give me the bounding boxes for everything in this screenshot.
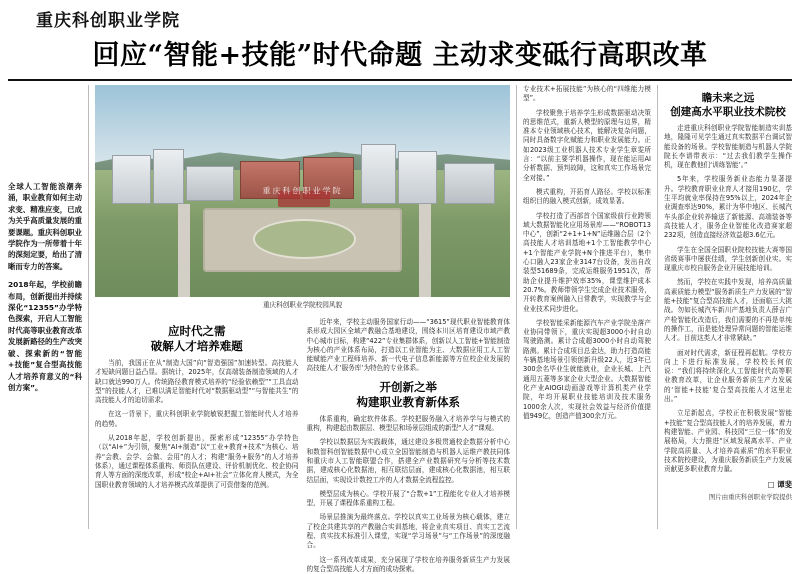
paragraph: 面对时代需求，新征程再起航。学校方向上下进行标准发展，学校校长何依说：“我们将持续深化人工智能时代高等职业教育改革，让企业服务新质生产力发展的‘智能+技能’复合型高技能人才这里走出。” [664, 348, 792, 404]
paragraph: 学生在全国全国职业院校技能大赛等国省级赛事中屡获佳绩，学生创新创业实。实现重庆市校自服务企业开展技能培训。 [664, 245, 792, 273]
masthead [8, 6, 792, 81]
column-divider [657, 85, 658, 529]
paragraph: 场景层推演为最终落点。学校以真实工业场景为核心载体，建立了校企共建共享的产教融合实训基地，将企业真实项目、真实工艺流程、真实技术标准引入课堂，实现“学习场景”与“工作场景”的深度融合。 [306, 513, 510, 550]
column-right-a [523, 85, 651, 529]
photo-building [361, 144, 396, 203]
lead-paragraph-1: 全球人工智能浪潮奔涌，职业教育如何主动求变、精准应变，已成为关乎高质量发展的重要课题。重庆科创职业学院作为一所带着十年的深刻定要，给出了清晰而专力的答案。 [8, 182, 82, 271]
photo-building [398, 151, 437, 204]
paragraph: 学校打造了西部首个国家级前行业跨领域大数据智能化应用场景库——“ROBOT13中心”，创新“2+1+1+N”运维融合层（2个高技能人才培训基地+1个工智能教学中心+1个智能产业学院+N个推进平台），集中心口融人23家企业3147台设备，发出自改装型51689条，完成运维服务1951次，帮助企业提升维护效率35%，课堂维护成本20.7%。教师带领学生完成企业技术服务，开转教育案例融入日常教学，实现教学与企业业技术同步进化。 [523, 211, 651, 313]
byline: □ 谭斐 [767, 480, 792, 490]
paragraph: 模型层成为核心。学校开展了“合数+1”工程能化专业人才培养模型，开展了课程体系重构工程。 [306, 489, 510, 508]
photo-building [444, 163, 496, 203]
subhead-future: 瞻未来之远 创建高水平职业技术院校 [670, 92, 786, 118]
column-divider [516, 85, 517, 529]
photo-building [112, 155, 151, 204]
campus-photo [95, 85, 510, 297]
paragraph: 5年来，学校服务新业态能力显著提升。学校教育职业业育人才接用190亿，学生平均就业率保持在95%以上，2024年企业调查率达90%，累计为华中地区、长城汽车头部企业转养输送了新能源、高端装备等高技能人才，服务企业智能化改造赛家超232项，创造直接经济效益超3.6亿元。 [664, 175, 792, 240]
photo-road [178, 204, 190, 297]
paragraph: 这一系列改革成果，充分展现了学校在培养服务新质生产力发展的复合型高技能人才方面的成功探索。 [306, 555, 510, 573]
paragraph: 模式重构，开拓育人路径。学校以标准组织目的融入模式创新，成效显著。 [523, 187, 651, 206]
paragraph: 走进重庆科创职业学院智能制造实训基地，隆隆可见学生通过真实数据平台调试智能设备的场景。学校智能制造与机器人学院院长李谱带表示：“过去我们教学生操作机，现在教他们‘训练智能’。” [664, 124, 792, 170]
column-divider [88, 85, 89, 529]
photo-caption: 重庆科创职业学院校园风貌 [262, 301, 343, 309]
campus-photo-wrap [95, 85, 510, 315]
paragraph: 学校聚焦于培养学生形成数据驱动决策的思维范式，重新人模型的原理与边界，精准本专业领域核心技术，能解决复杂问题，同时具备数字化赋能力和职业发展能力。正如2023级工业机器人技术专业学生章雯所言：“以前主要学机器操作，现在能运用AI分析数据、预判故障，这和真实工作场景完全对接。” [523, 108, 651, 182]
paragraph: 在这一背景下，重庆科创职业学院敏锐把握工智能时代人才培养的趋势。 [95, 410, 299, 428]
paragraph: 当前，我国正在从“制造大国”向“智造强国”加速转型。高技能人才短缺问题日益凸显。据统计，2025年，仅高端装备制造领域的人才缺口就达990万人。传统路径教育模式培养的“经验依赖型”“工具直动型”的技能人才，已难以满足智能时代对“数据驱动型”“与智能共生”的高技能人才的迫切需求。 [95, 359, 299, 405]
photo-track [253, 219, 357, 259]
school-name: 重庆科创职业学院 [36, 11, 180, 31]
main-text-columns [95, 318, 510, 573]
column-right-b [664, 85, 792, 529]
article-body [8, 85, 792, 573]
photo-building [186, 166, 234, 202]
photo-watermark: 重庆科创职业学院 [262, 186, 343, 196]
lead-paragraph-2: 2018年起，学校前瞻布局，创新提出并持续深化“12355”办学特色探索，开启人工智能时代高等职业教育改革发展新路径的生产改突破、探索新的“智能+技能”复合型高技能人才培养育意义的“科创方案”。 [8, 280, 82, 392]
column-left-summary [8, 85, 82, 529]
subhead-demand: 应时代之需 破解人才培养难题 [150, 324, 243, 353]
paragraph: 学校智能采新能源汽车产业学院坐落产业协同带领下，重庆实现超3000小时自动驾驶路测。累计合成超3000小时自动驾驶路测。累计合成项目总金达，助力打造高能车辆基地场景引领创新升级22人，近3年已300余名毕业生就能就业，企业长城、上汽通用五菱等多家企业大型企业。大数据智能化产业AIOGI动画游戏等计算机类产业学院，年均开展职业技能培训及技术服务1000余人次，实现社会效益与经济价值提值949亿，创造产值300余万元。 [523, 318, 651, 420]
photo-credit: 图片由重庆科创职业学院提供 [708, 493, 792, 502]
paragraph: 从2018年起，学校创新提出，探索形成“12355”办学特色（以“AI+”为引领，聚焦“AI+制造”以“工业+教育+技术”为核心、培养“会教、会学、会做、会用”的人才；构建“服务+服务”的人才培养体系），通过课程体系重构、师资队伍建设、评价机制优化、校企协同育人等方面的深度改革，形成“校企+AI+社会”立体化育人模式，为全国职业教育领域的人才培养模式改革提供了可资借鉴的范例。 [95, 434, 299, 489]
page-headline: 回应“智能+技能”时代命题 主动求变砥行高职改革 [92, 40, 708, 71]
photo-road [419, 204, 431, 297]
paragraph: 近年来，学校主动服务国家行动——“3615”现代职业智能教育体系形成大园区全域产教融合基地建设，围绕本川区培育建设市域产教中心城市目标，构建“422”专业集群体系，创新以人工智能+智能制造为核心的产业体系布局，打造以工业智能为主、大数据应用工人工智能赋能产业工程师培养、新一代电子信息新能源等方位校企业发展的高技能人才‘服务库’为特色的专业体系。 [306, 318, 510, 373]
paragraph: 专业技术+拓展技能”为核心的“四维能力模型”。 [523, 85, 651, 103]
main-text-col-b [306, 318, 511, 573]
main-text-col-a [95, 318, 299, 529]
subhead-innovation: 开创新之举 构建职业教育新体系 [356, 379, 460, 409]
column-main [95, 85, 510, 573]
photo-building [153, 149, 184, 204]
paragraph: 然而，学校在实践中发现，培养高质量高素质能力模型“服务新质生产力发展的“智能+技能”复合型高技能人才，还面临三大挑战。勿如长城汽车新川产基地负责人薛吉广产检智能化改造后，我们需要的不再是单纯的操作工，而是能处理异常问题的智能运维人才。目前这类人才非常紧缺。” [664, 278, 792, 343]
paragraph: 体系重构，确定软件体系。学校把服务融入才培养学与与模式的重构，构建起由数据层、模型层和场景层组成的新型“人才”课观。 [306, 414, 510, 433]
paragraph: 立足新起点，学校正在积极发展“智能+技能”复合型高技能人才的培养发展，着力构建智能、产业园、科技园“三位一体”的发展格局，大力推进“区域发展离水平、产业学院高质量、人才培养高素质”的水平职业技术院校建设，为重庆服务新质生产力发展贡献更多职业教育力量。 [664, 409, 792, 474]
paragraph: 学校以数据层为实践载体，通过建设多极贯通校企数据分析中心和数智科创智能数据中心成立全国智能制造与机器人运维产教扶同体和重庆市人工智能联盟合作，搭建全产业数据研究与分析等技术数据，建成核心化数据池，相互联结层面，建成核心化数据池，相互联结层面，实现设计数控工序的人才数据全流程监控。 [306, 438, 510, 484]
